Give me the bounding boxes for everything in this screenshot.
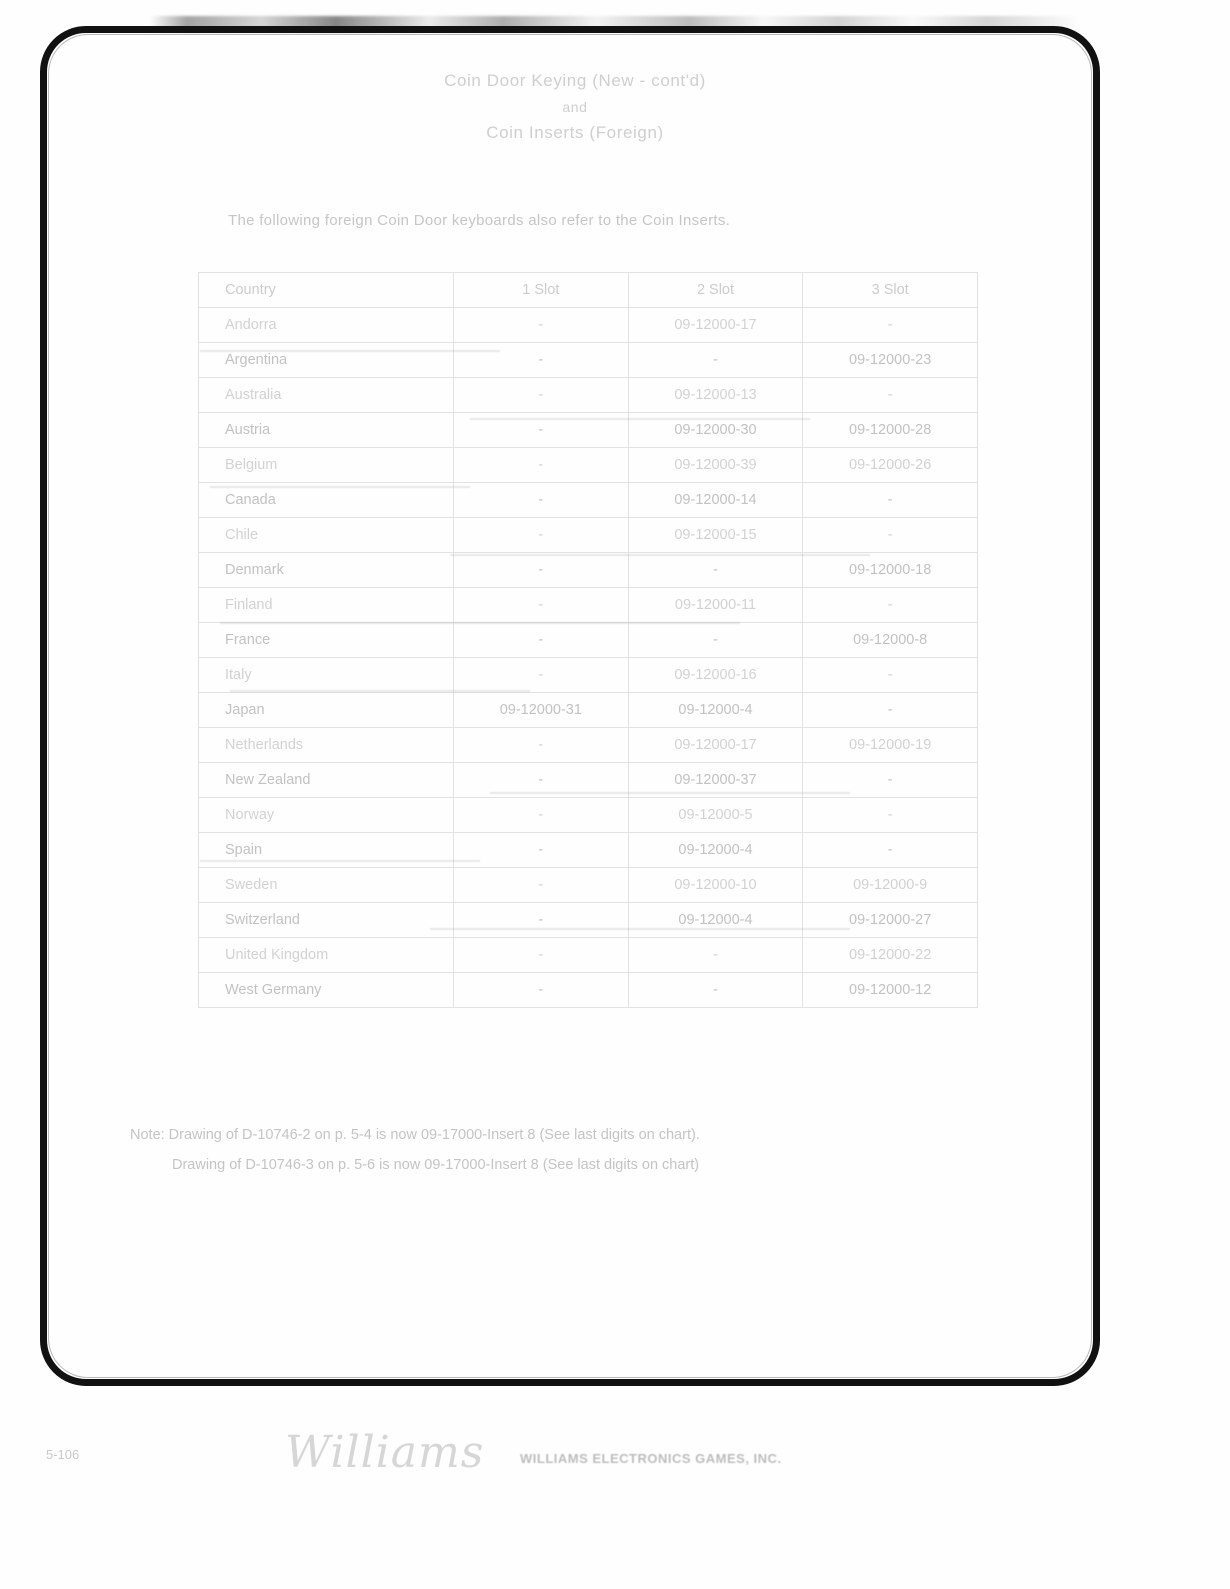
cell-2-slot: - xyxy=(628,343,803,378)
column-header-1-slot: 1 Slot xyxy=(454,273,629,308)
brand-logo: Williams xyxy=(285,1427,485,1478)
cell-3-slot: 09-12000-27 xyxy=(803,903,978,938)
page-title xyxy=(70,68,1080,146)
cell-country: West Germany xyxy=(199,973,454,1008)
cell-3-slot: - xyxy=(803,693,978,728)
scan-streak xyxy=(430,928,850,930)
cell-1-slot: - xyxy=(454,553,629,588)
cell-2-slot: 09-12000-17 xyxy=(628,728,803,763)
coin-insert-table xyxy=(198,272,978,1008)
cell-2-slot: 09-12000-30 xyxy=(628,413,803,448)
title-line-2: and xyxy=(562,99,588,115)
scan-streak xyxy=(200,860,480,862)
scan-streak xyxy=(200,350,500,352)
cell-country: United Kingdom xyxy=(199,938,454,973)
title-line-1: Coin Door Keying (New - cont'd) xyxy=(444,71,706,90)
page-content xyxy=(70,50,1080,1360)
cell-1-slot: - xyxy=(454,378,629,413)
table-row xyxy=(199,973,978,1008)
cell-1-slot: 09-12000-31 xyxy=(454,693,629,728)
cell-3-slot: - xyxy=(803,588,978,623)
cell-2-slot: 09-12000-14 xyxy=(628,483,803,518)
cell-country: Switzerland xyxy=(199,903,454,938)
table-row xyxy=(199,693,978,728)
table-row xyxy=(199,728,978,763)
cell-country: Austria xyxy=(199,413,454,448)
cell-3-slot: - xyxy=(803,658,978,693)
cell-3-slot: 09-12000-9 xyxy=(803,868,978,903)
intro-paragraph: The following foreign Coin Door keyboards also refer to the Coin Inserts. xyxy=(228,212,731,229)
table-row xyxy=(199,518,978,553)
table-row xyxy=(199,343,978,378)
table-row xyxy=(199,553,978,588)
cell-3-slot: 09-12000-19 xyxy=(803,728,978,763)
scan-streak xyxy=(220,622,740,624)
table-row xyxy=(199,833,978,868)
table-header-row xyxy=(199,273,978,308)
scan-streak xyxy=(470,418,810,420)
cell-2-slot: - xyxy=(628,553,803,588)
cell-2-slot: 09-12000-10 xyxy=(628,868,803,903)
cell-country: France xyxy=(199,623,454,658)
column-header-2-slot: 2 Slot xyxy=(628,273,803,308)
footnote-line-1: Note: Drawing of D-10746-2 on p. 5-4 is now 09-17000-Insert 8 (See last digits on chart). xyxy=(130,1127,700,1143)
cell-3-slot: - xyxy=(803,308,978,343)
table-row xyxy=(199,938,978,973)
table-row xyxy=(199,588,978,623)
cell-country: Canada xyxy=(199,483,454,518)
cell-2-slot: 09-12000-11 xyxy=(628,588,803,623)
table-row xyxy=(199,378,978,413)
cell-1-slot: - xyxy=(454,763,629,798)
scan-streak xyxy=(490,792,850,794)
cell-2-slot: 09-12000-5 xyxy=(628,798,803,833)
cell-3-slot: 09-12000-23 xyxy=(803,343,978,378)
cell-country: Norway xyxy=(199,798,454,833)
cell-country: Sweden xyxy=(199,868,454,903)
cell-3-slot: 09-12000-12 xyxy=(803,973,978,1008)
cell-1-slot: - xyxy=(454,413,629,448)
cell-country: Finland xyxy=(199,588,454,623)
cell-2-slot: 09-12000-4 xyxy=(628,693,803,728)
cell-1-slot: - xyxy=(454,623,629,658)
cell-country: Chile xyxy=(199,518,454,553)
cell-2-slot: - xyxy=(628,623,803,658)
cell-3-slot: 09-12000-22 xyxy=(803,938,978,973)
cell-1-slot: - xyxy=(454,518,629,553)
cell-2-slot: 09-12000-15 xyxy=(628,518,803,553)
cell-3-slot: 09-12000-26 xyxy=(803,448,978,483)
table-row xyxy=(199,798,978,833)
cell-2-slot: 09-12000-39 xyxy=(628,448,803,483)
cell-2-slot: 09-12000-16 xyxy=(628,658,803,693)
footnote-line-2: Drawing of D-10746-3 on p. 5-6 is now 09-17000-Insert 8 (See last digits on chart) xyxy=(172,1157,700,1173)
table-row xyxy=(199,658,978,693)
cell-3-slot: 09-12000-28 xyxy=(803,413,978,448)
cell-country: New Zealand xyxy=(199,763,454,798)
scan-streak xyxy=(450,554,870,556)
table-row xyxy=(199,903,978,938)
cell-1-slot: - xyxy=(454,938,629,973)
table-row xyxy=(199,308,978,343)
cell-3-slot: - xyxy=(803,763,978,798)
cell-2-slot: 09-12000-37 xyxy=(628,763,803,798)
cell-country: Argentina xyxy=(199,343,454,378)
cell-3-slot: 09-12000-8 xyxy=(803,623,978,658)
table-body xyxy=(199,308,978,1008)
cell-1-slot: - xyxy=(454,798,629,833)
cell-3-slot: - xyxy=(803,483,978,518)
title-line-3: Coin Inserts (Foreign) xyxy=(486,123,664,142)
cell-2-slot: 09-12000-4 xyxy=(628,903,803,938)
cell-1-slot: - xyxy=(454,868,629,903)
page-number: 5-106 xyxy=(46,1447,80,1462)
cell-3-slot: - xyxy=(803,378,978,413)
cell-country: Japan xyxy=(199,693,454,728)
cell-country: Denmark xyxy=(199,553,454,588)
footnotes xyxy=(130,1120,1030,1180)
cell-1-slot: - xyxy=(454,728,629,763)
column-header-3-slot: 3 Slot xyxy=(803,273,978,308)
cell-country: Spain xyxy=(199,833,454,868)
cell-1-slot: - xyxy=(454,973,629,1008)
cell-1-slot: - xyxy=(454,588,629,623)
table-row xyxy=(199,448,978,483)
cell-1-slot: - xyxy=(454,308,629,343)
page-footer xyxy=(0,1425,1230,1485)
scan-streak xyxy=(210,486,470,488)
table-row xyxy=(199,623,978,658)
cell-1-slot: - xyxy=(454,658,629,693)
cell-3-slot: 09-12000-18 xyxy=(803,553,978,588)
scan-streak xyxy=(230,690,530,692)
cell-3-slot: - xyxy=(803,798,978,833)
brand-legal-line: WILLIAMS ELECTRONICS GAMES, INC. xyxy=(520,1451,782,1466)
cell-1-slot: - xyxy=(454,903,629,938)
table-header xyxy=(199,273,978,308)
cell-2-slot: 09-12000-13 xyxy=(628,378,803,413)
cell-country: Italy xyxy=(199,658,454,693)
cell-2-slot: - xyxy=(628,973,803,1008)
cell-1-slot: - xyxy=(454,483,629,518)
cell-3-slot: - xyxy=(803,518,978,553)
cell-1-slot: - xyxy=(454,343,629,378)
cell-2-slot: 09-12000-4 xyxy=(628,833,803,868)
column-header-country: Country xyxy=(199,273,454,308)
cell-1-slot: - xyxy=(454,833,629,868)
table-row xyxy=(199,868,978,903)
cell-country: Andorra xyxy=(199,308,454,343)
cell-country: Netherlands xyxy=(199,728,454,763)
cell-2-slot: 09-12000-17 xyxy=(628,308,803,343)
cell-3-slot: - xyxy=(803,833,978,868)
cell-country: Belgium xyxy=(199,448,454,483)
cell-1-slot: - xyxy=(454,448,629,483)
cell-country: Australia xyxy=(199,378,454,413)
cell-2-slot: - xyxy=(628,938,803,973)
